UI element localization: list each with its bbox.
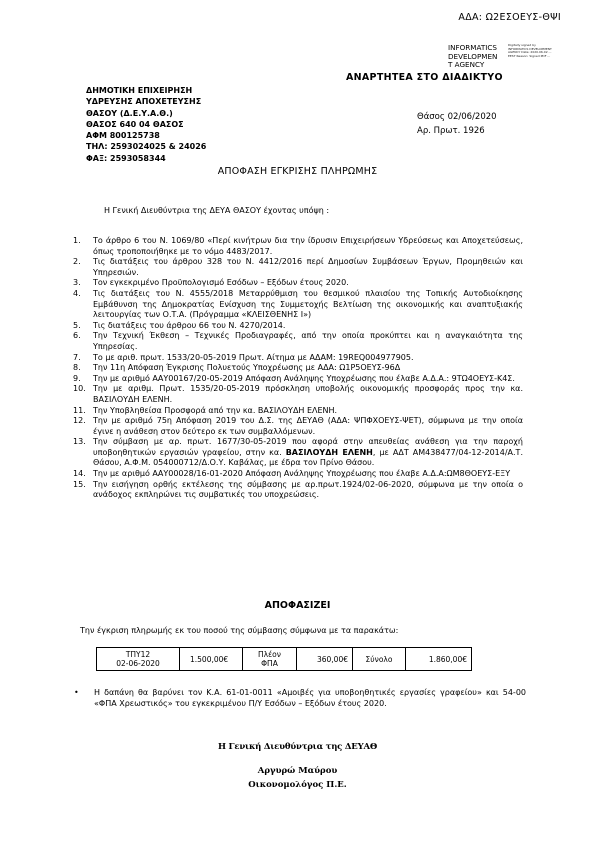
- date-protocol-block: [417, 110, 497, 138]
- approval-text: Την έγκριση πληρωμής εκ του ποσού της σύμβασης σύμφωνα με τα παρακάτω:: [80, 626, 399, 635]
- list-item: 6. Την Τεχνική Έκθεση – Τεχνικές Προδιαγραφές, από την οποία προκύπτει και η αναγκαιότητα της Υπηρεσίας.: [73, 331, 523, 351]
- signatory-name: Αργυρώ Μαύρου: [257, 766, 338, 776]
- list-item: 4. Τις διατάξεις του Ν. 4555/2018 Μεταρρύθμιση του θεσμικού πλαισίου της Τοπικής Αυτοδιοίκησης Εμβάθυνση της Δημοκρατίας Ενίσχυση της Συμμετοχής Βελτίωση της οικονομικής και αναπτυξιακής λειτουργίας των Ο.Τ.Α. (Πρόγραμμα «ΚΛΕΙΣΘΕΝΗΣ Ι»): [73, 288, 523, 320]
- vat-amount-cell: 360,00€: [297, 648, 353, 671]
- list-item: 5. Τις διατάξεις του άρθρου 66 του Ν. 4270/2014.: [73, 320, 286, 330]
- list-item: 14. Την με αριθμό ΑΑΥ00028/16-01-2020 Απόφαση Ανάληψης Υποχρέωσης που έλαβε Α.Δ.Α:ΩΜ8ΘΟΕΥΣ-ΕΞΥ: [73, 469, 511, 479]
- list-item: 15. Την εισήγηση ορθής εκτέλεσης της σύμβασης με αρ.πρωτ.1924/02-06-2020, σύμφωνα με την οποία ο ανάδοχος εκπληρώνει τις συμβατικές του υποχρεώσεις.: [73, 479, 523, 500]
- publish-notice: ΑΝΑΡΤΗΤΕΑ ΣΤΟ ΔΙΑΔΙΚΤΥΟ: [346, 72, 503, 83]
- total-label-cell: Σύνολο: [353, 648, 406, 671]
- expense-note: • Η δαπάνη θα βαρύνει τον Κ.Α. 61-01-0011 «Αμοιβές για υποβοηθητικές εργασίες γραφείου» και 54-00 «ΦΠΑ Χρεωστικός» του εγκεκριμένου Π/Υ Εσόδων – Εξόδων έτους 2020.: [74, 688, 526, 708]
- stamp-words: INFORMATICS DEVELOPMEN T AGENCY: [448, 43, 498, 70]
- org-line: ΔΗΜΟΤΙΚΗ ΕΠΙΧΕΙΡΗΣΗ: [86, 86, 193, 95]
- list-item: 9. Την με αριθμό ΑΑΥ00167/20-05-2019 Απόφαση Ανάληψης Υποχρέωσης που έλαβε Α.Δ.Α.: 9ΤΩ4ΟΕΥΣ-Κ4Σ.: [73, 373, 515, 383]
- org-line: ΑΦΜ 800125738: [86, 131, 160, 141]
- list-item: 8. Την 11η Απόφαση Έγκρισης Πολυετούς Υποχρέωσης με ΑΔΑ: Ω1Ρ5ΟΕΥΣ-96Δ: [73, 363, 401, 373]
- org-line: ΘΑΣΟΥ (Δ.Ε.Υ.Α.Θ.): [86, 108, 173, 118]
- bullet-icon: •: [74, 688, 79, 697]
- payment-table: [96, 647, 472, 671]
- org-line: ΤΗΛ: 2593024025 & 24026: [86, 142, 207, 152]
- list-item: 11. Την Υποβληθείσα Προσφορά από την κα. ΒΑΣΙΛΟΥΔΗ ΕΛΕΝΗ.: [73, 405, 338, 415]
- list-item: 13. Την σύμβαση με αρ. πρωτ. 1677/30-05-2019 που αφορά στην απευθείας ανάθεση για την παροχή υποβοηθητικών εργασιών γραφείου, στην κα. ΒΑΣΙΛΟΥΔΗ ΕΛΕΝΗ, με ΑΔΤ ΑΜ438477/04-12-2014/Α.Τ. Θάσου, Α.Φ.Μ. 054000712/Δ.Ο.Υ. Καβάλας, με έδρα τον Πρίνο Θάσου.: [73, 437, 523, 468]
- org-line: ΘΑΣΟΣ 640 04 ΘΑΣΟΣ: [86, 119, 184, 129]
- signature-title: Η Γενική Διευθύντρια της ΔΕΥΑΘ: [217, 742, 378, 752]
- decision-heading: ΑΠΟΦΑΣΙΖΕΙ: [264, 600, 331, 611]
- list-item: 1. Το άρθρο 6 του Ν. 1069/80 «Περί κινήτρων δια την ίδρυσιν Επιχειρήσεων Υδρεύσεως και Αποχετεύσεως, όπως τροποποιήθηκε με το νόμο 4483/2017.: [73, 236, 523, 256]
- list-item: 12. Την με αριθμό 75η Απόφαση 2019 του Δ.Σ. της ΔΕΥΑΘ (ΑΔΑ: ΨΠΦΧΟΕΥΣ-ΨΕΤ), σύμφωνα με την οποία έγινε η ανάθεση στον δεύτερο εκ των συμβαλλόμενων.: [73, 416, 523, 436]
- document-date: Θάσος 02/06/2020: [417, 112, 497, 122]
- org-line: ΥΔΡΕΥΣΗΣ ΑΠΟΧΕΤΕΥΣΗΣ: [86, 97, 202, 107]
- vat-label-cell: Πλέον ΦΠΑ: [243, 648, 297, 671]
- document-title: ΑΠΟΦΑΣΗ ΕΓΚΡΙΣΗΣ ΠΛΗΡΩΜΗΣ: [217, 166, 378, 177]
- signatory-role: Οικονομολόγος Π.Ε.: [248, 780, 347, 790]
- list-item: 7. Το με αριθ. πρωτ. 1533/20-05-2019 Πρωτ. Αίτημα με ΑΔΑΜ: 19REQ004977905.: [73, 352, 414, 362]
- list-item: 3. Τον εγκεκριμένο Προϋπολογισμό Εσόδων – Εξόδων έτους 2020.: [73, 278, 349, 288]
- stamp-fine-print: Digitally signed by INFORMATICS DEVELOPMENT AGENCY Date: 2020.06.02 ... EEST Reason: Signed PDF ...: [508, 43, 552, 58]
- list-item: 10. Την με αριθμ. Πρωτ. 1535/20-05-2019 πρόσκληση υποβολής οικονομικής προσφοράς προς την κα. ΒΑΣΙΛΟΥΔΗ ΕΛΕΝΗ.: [73, 384, 523, 404]
- org-line: ΦΑΞ: 2593058344: [86, 153, 166, 163]
- considerations-list: [73, 236, 523, 501]
- organization-block: [86, 85, 206, 164]
- invoice-cell: ΤΠΥ12 02-06-2020: [97, 648, 180, 671]
- table-row: [97, 648, 472, 671]
- list-item: 2. Τις διατάξεις του άρθρου 328 του Ν. 4412/2016 περί Δημοσίων Συμβάσεων Έργων, Προμηθειών και Υπηρεσιών.: [73, 257, 523, 277]
- net-amount-cell: 1.500,00€: [180, 648, 243, 671]
- intro-text: Η Γενική Διευθύντρια της ΔΕΥΑ ΘΑΣΟΥ έχοντας υπόψη :: [104, 206, 330, 215]
- ada-code: ΑΔΑ: Ω2ΕΣΟΕΥΣ-ΘΨΙ: [458, 12, 561, 23]
- contractor-name: ΒΑΣΙΛΟΥΔΗ ΕΛΕΝΗ: [285, 447, 373, 457]
- protocol-number: Αρ. Πρωτ. 1926: [417, 126, 485, 136]
- total-amount-cell: 1.860,00€: [406, 648, 472, 671]
